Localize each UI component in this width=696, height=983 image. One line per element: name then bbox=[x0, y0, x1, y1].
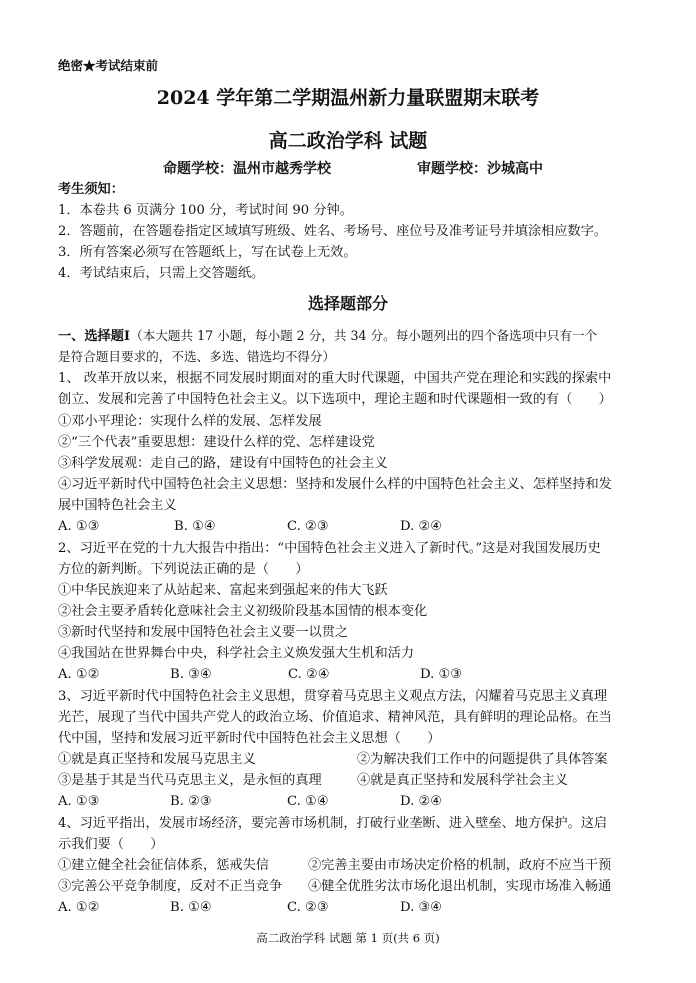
question-stem: 方位的新判断。下列说法正确的是（ ） bbox=[58, 562, 309, 577]
question-stem: 3、习近平新时代中国特色社会主义思想，贯穿着马克思主义观点方法，闪耀着马克思主义真理 bbox=[58, 689, 608, 704]
question-stem: 创立、发展和完善了中国特色社会主义。以下选项中，理论主题和时代课题相一致的有（ ） bbox=[58, 392, 612, 407]
question-stem: 4、习近平指出，发展市场经济，要完善市场机制，打破行业垄断、进入壁垒、地方保护。这启 bbox=[58, 816, 608, 831]
question-item: ③新时代坚持和发展中国特色社会主义要一以贯之 bbox=[58, 625, 349, 640]
question-item: ③完善公平竞争制度，反对不正当竞争 bbox=[58, 879, 283, 894]
question-item: ①中华民族迎来了从站起来、富起来到强起来的伟大飞跃 bbox=[58, 583, 388, 598]
option-d: D. ②④ bbox=[400, 519, 443, 534]
part-label: 一、选择题Ⅰ bbox=[58, 329, 131, 344]
option-b: B. ①④ bbox=[170, 900, 212, 915]
notice-item: 2．答题前，在答题卷指定区域填写班级、姓名、考场号、座位号及准考证号并填涂相应数字。 bbox=[58, 224, 608, 239]
notice-item: 4．考试结束后，只需上交答题纸。 bbox=[58, 266, 265, 281]
section-title: 选择题部分 bbox=[307, 294, 388, 313]
option-c: C. ②③ bbox=[287, 900, 329, 915]
question-stem: 2、习近平在党的十九大报告中指出：“中国特色社会主义进入了新时代。”这是对我国发展历史 bbox=[58, 541, 601, 556]
question-item: ②社会主要矛盾转化意味社会主义初级阶段基本国情的根本变化 bbox=[58, 604, 428, 619]
question-item: ②“三个代表”重要思想：建设什么样的党、怎样建设党 bbox=[58, 435, 375, 450]
option-c: C. ②③ bbox=[287, 519, 329, 534]
option-a: A. ①② bbox=[58, 900, 100, 915]
part-description: （本大题共 17 小题，每小题 2 分，共 34 分。每小题列出的四个备选项中只有一个 bbox=[130, 328, 598, 343]
option-a: A. ①③ bbox=[58, 794, 100, 809]
page-footer: 高二政治学科 试题 第 1 页(共 6 页) bbox=[256, 931, 440, 945]
exam-title: 2024 学年第二学期温州新力量联盟期末联考 bbox=[156, 87, 540, 109]
question-stem: 1、 改革开放以来，根据不同发展时期面对的重大时代课题，中国共产党在理论和实践的探索中 bbox=[58, 371, 612, 386]
option-b: B. ①④ bbox=[174, 519, 216, 534]
question-item: ②完善主要由市场决定价格的机制，政府不应当干预 bbox=[308, 858, 612, 873]
part-description-cont: 是符合题目要求的，不选、多选、错选均不得分） bbox=[58, 349, 336, 364]
option-b: B. ②③ bbox=[170, 794, 212, 809]
question-item: ①邓小平理论：实现什么样的发展、怎样发展 bbox=[58, 414, 322, 429]
option-d: D. ②④ bbox=[400, 794, 443, 809]
part-heading bbox=[58, 327, 597, 346]
secret-label: 绝密★考试结束前 bbox=[58, 58, 159, 73]
notice-item: 1．本卷共 6 页满分 100 分，考试时间 90 分钟。 bbox=[58, 203, 353, 218]
option-d: D. ③④ bbox=[400, 900, 443, 915]
question-item: ③科学发展观：走自己的路，建设有中国特色的社会主义 bbox=[58, 456, 388, 471]
proposer-school: 命题学校：温州市越秀学校 bbox=[163, 161, 331, 177]
question-item: ③是基于其是当代马克思主义，是永恒的真理 bbox=[58, 773, 322, 788]
question-stem: 光芒，展现了当代中国共产党人的政治立场、价值追求、精神风范，具有鲜明的理论品格。在当 bbox=[58, 710, 612, 725]
option-a: A. ①② bbox=[58, 667, 100, 682]
question-item: ④就是真正坚持和发展科学社会主义 bbox=[357, 773, 568, 788]
notice-heading: 考生须知： bbox=[58, 182, 124, 197]
question-item: ①建立健全社会征信体系，惩戒失信 bbox=[58, 858, 269, 873]
question-item: ④健全优胜劣汰市场化退出机制，实现市场准入畅通 bbox=[308, 879, 612, 894]
option-d: D. ①③ bbox=[420, 667, 463, 682]
option-c: C. ①④ bbox=[287, 794, 329, 809]
question-stem: 代中国，坚持和发展习近平新时代中国特色社会主义思想（ ） bbox=[58, 731, 441, 746]
question-item: ①就是真正坚持和发展马克思主义 bbox=[58, 752, 256, 767]
notice-item: 3．所有答案必须写在答题纸上，写在试卷上无效。 bbox=[58, 245, 357, 260]
question-item: ②为解决我们工作中的问题提供了具体答案 bbox=[357, 752, 608, 767]
reviewer-school: 审题学校：沙城高中 bbox=[417, 161, 543, 177]
exam-subtitle: 高二政治学科 试题 bbox=[268, 130, 428, 152]
question-stem: 示我们要（ ） bbox=[58, 837, 164, 852]
question-item: ④我国站在世界舞台中央，科学社会主义焕发强大生机和活力 bbox=[58, 646, 415, 661]
option-a: A. ①③ bbox=[58, 519, 100, 534]
option-b: B. ③④ bbox=[170, 667, 212, 682]
option-c: C. ②④ bbox=[288, 667, 330, 682]
question-item: 展中国特色社会主义 bbox=[58, 498, 177, 513]
question-item: ④习近平新时代中国特色社会主义思想：坚持和发展什么样的中国特色社会主义、怎样坚持和发 bbox=[58, 477, 612, 492]
